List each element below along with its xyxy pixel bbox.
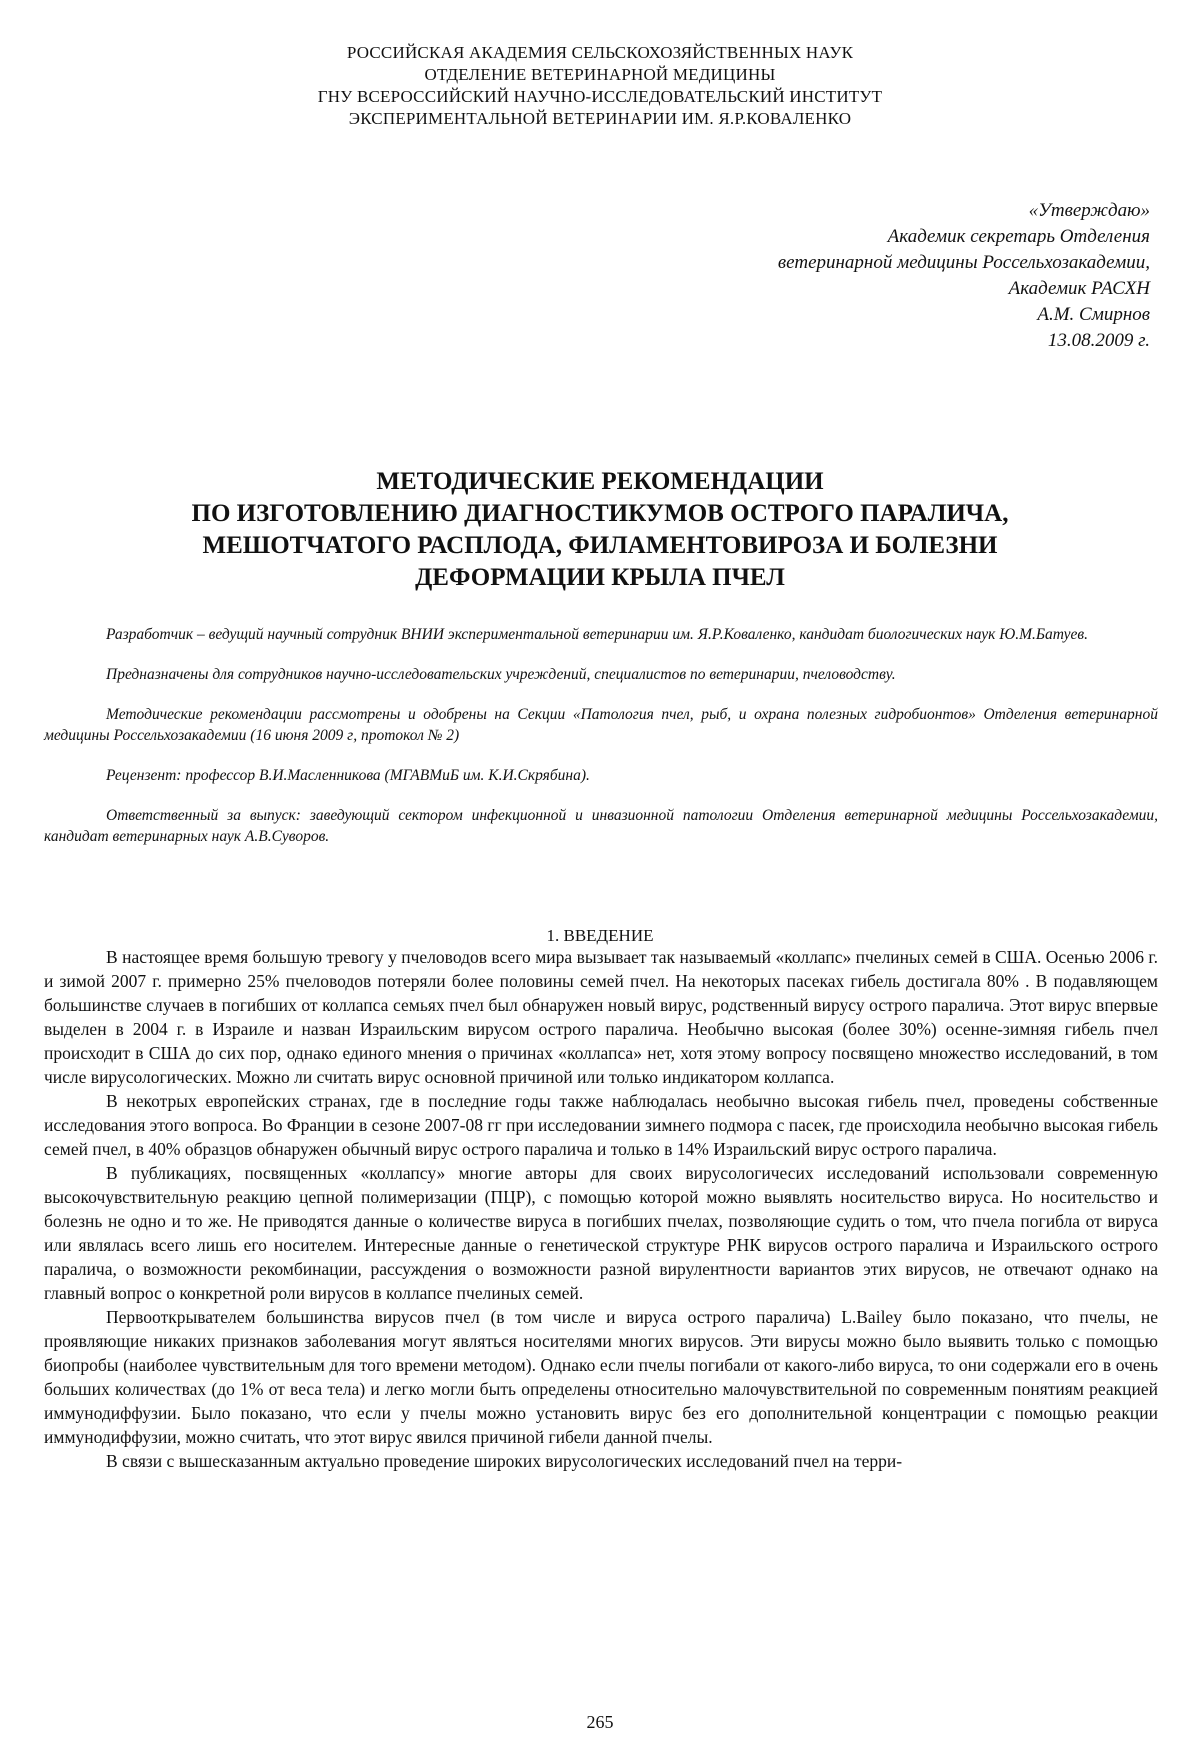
approval-line: Академик РАСХН xyxy=(1008,278,1150,299)
body-paragraph: В настоящее время большую тревогу у пчеловодов всего мира вызывает так называемый «коллапс» пчелиных семей в США. Осенью 2006 г. и зимой 2007 г. примерно 25% пчеловодов потеряли более половины семей пчел. На некоторых пасеках гибель достигала 80% . В подавляющем большинстве случаев в погибших от коллапса семьях пчел был обнаружен новый вирус, родственный вирусу острого паралича. Этот вирус впервые выделен в 2004 г. в Израиле и назван Израильским вирусом острого паралича. Необычно высокая (более 30%) осенне-зимняя гибель пчел происходит в США до сих пор, однако единого мнения о причинах «коллапса» нет, хотя этому вопросу посвящено множество исследований, в том числе вирусологических. Можно ли считать вирус основной причиной или только индикатором коллапса. xyxy=(44,947,1158,1087)
section-body xyxy=(44,945,1158,1473)
title-line: ДЕФОРМАЦИИ КРЫЛА ПЧЕЛ xyxy=(415,564,785,591)
document-metadata xyxy=(44,624,1158,866)
approval-line: Академик секретарь Отделения xyxy=(887,226,1150,247)
approval-line: ветеринарной медицины Россельхозакадемии, xyxy=(777,252,1150,273)
responsible-note: Ответственный за выпуск: заведующий сектором инфекционной и инвазионной патологии Отделения ветеринарной медицины Россельхозакадемии, кандидат ветеринарных наук А.В.Суворов. xyxy=(44,807,1158,845)
document-title xyxy=(0,466,1200,594)
page-number: 265 xyxy=(586,1712,614,1732)
developer-note: Разработчик – ведущий научный сотрудник ВНИИ экспериментальной ветеринарии им. Я.Р.Коваленко, кандидат биологических наук Ю.М.Батуев. xyxy=(106,626,1088,643)
body-paragraph: В связи с вышесказанным актуально проведение широких вирусологических исследований пчел на терри- xyxy=(106,1451,903,1471)
approval-note: Методические рекомендации рассмотрены и одобрены на Секции «Патология пчел, рыб, и охрана полезных гидробионтов» Отделения ветеринарной медицины Россельхозакадемии (16 июня 2009 г, протокол № 2) xyxy=(44,706,1158,744)
approval-line: А.М. Смирнов xyxy=(1037,304,1150,325)
institution-header xyxy=(0,42,1200,130)
header-line: ГНУ ВСЕРОССИЙСКИЙ НАУЧНО-ИССЛЕДОВАТЕЛЬСКИЙ ИНСТИТУТ xyxy=(317,87,883,106)
header-line: ОТДЕЛЕНИЕ ВЕТЕРИНАРНОЙ МЕДИЦИНЫ xyxy=(424,65,776,84)
title-line: МЕТОДИЧЕСКИЕ РЕКОМЕНДАЦИИ xyxy=(376,468,824,495)
header-line: РОССИЙСКАЯ АКАДЕМИЯ СЕЛЬСКОХОЗЯЙСТВЕННЫХ НАУК xyxy=(346,43,854,62)
body-paragraph: В некотрых европейских странах, где в последние годы также наблюдалась необычно высокая гибель пчел, проведены собственные исследования этого вопроса. Во Франции в сезоне 2007-08 гг при исследовании зимнего подмора с пасек, где происходила необычно высокая гибель семей пчел, в 40% образцов обнаружен обычный вирус острого паралича и только в 14% Израильский вирус острого паралича. xyxy=(44,1091,1158,1159)
body-paragraph: В публикациях, посвященных «коллапсу» многие авторы для своих вирусологичесих исследований использовали современную высокочувствительную реакцию цепной полимеризации (ПЦР), с помощью которой можно выявлять носительство вируса. Но носительство и болезнь не одно и то же. Не приводятся данные о количестве вируса в погибших пчелах, позволяющие судить о том, что пчела погибла от вируса или являлась всего лишь его носителем. Интересные данные о генетической структуре РНК вирусов острого паралича и Израильского острого паралича, о возможности рекомбинации, рассуждения о возможности разной вирулентности вариантов этих вирусов, не отвечают однако на главный вопрос о конкретной роли вирусов в коллапсе пчелиных семей. xyxy=(44,1163,1158,1303)
title-line: МЕШОТЧАТОГО РАСПЛОДА, ФИЛАМЕНТОВИРОЗА И БОЛЕЗНИ xyxy=(202,532,998,559)
approval-line: «Утверждаю» xyxy=(1028,200,1150,221)
approval-block xyxy=(590,198,1150,354)
section-heading: 1. ВВЕДЕНИЕ xyxy=(546,926,654,945)
header-line: ЭКСПЕРИМЕНТАЛЬНОЙ ВЕТЕРИНАРИИ ИМ. Я.Р.КОВАЛЕНКО xyxy=(348,109,852,128)
approval-line: 13.08.2009 г. xyxy=(1047,330,1150,351)
body-paragraph: Первооткрывателем большинства вирусов пчел (в том числе и вируса острого паралича) L.Bailey было показано, что пчелы, не проявляющие никаких признаков заболевания могут являться носителями многих вирусов. Эти вирусы можно было выявить только с помощью биопробы (наиболее чувствительным для того времени методом). Однако если пчелы погибали от какого-либо вируса, то они содержали его в очень больших количествах (до 1% от веса тела) и легко могли быть определены относительно малочувствительной по современным понятиям реакцией иммунодиффузии. Было показано, что если у пчелы можно установить вирус без его дополнительной концентрации с помощью реакции иммунодиффузии, можно считать, что этот вирус явился причиной гибели данной пчелы. xyxy=(44,1307,1158,1447)
audience-note: Предназначены для сотрудников научно-исследовательских учреждений, специалистов по ветеринарии, пчеловодству. xyxy=(106,666,896,683)
title-line: ПО ИЗГОТОВЛЕНИЮ ДИАГНОСТИКУМОВ ОСТРОГО ПАРАЛИЧА, xyxy=(191,500,1009,527)
reviewer-note: Рецензент: профессор В.И.Масленникова (МГАВМиБ им. К.И.Скрябина). xyxy=(106,767,590,784)
